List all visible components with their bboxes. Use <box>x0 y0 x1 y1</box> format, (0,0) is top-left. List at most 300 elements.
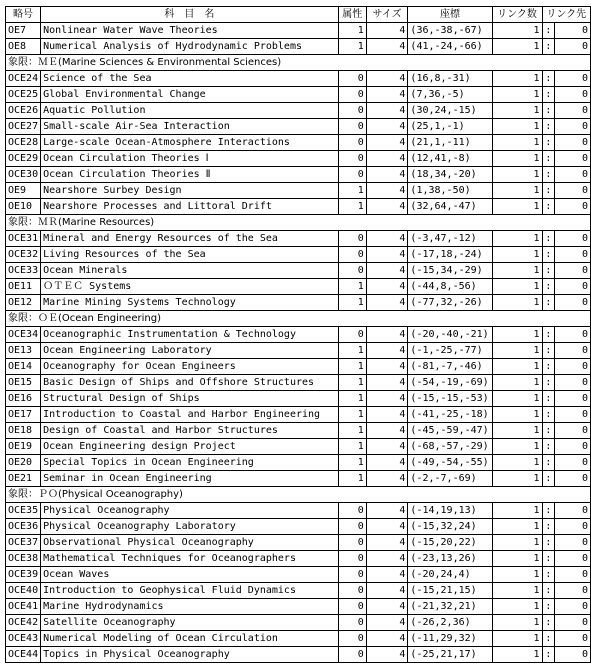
course-id-cell: OE8 <box>6 39 41 55</box>
separator-cell: : <box>542 135 555 151</box>
course-id-cell: OCE32 <box>6 247 41 263</box>
size-cell: 4 <box>366 343 408 359</box>
course-id-cell: OE12 <box>6 295 41 311</box>
course-id-cell: OCE24 <box>6 71 41 87</box>
separator-cell: : <box>542 519 555 535</box>
link-count-cell: 1 <box>492 439 542 455</box>
section-row <box>6 55 591 71</box>
coord-cell: (-15,32,24) <box>408 519 492 535</box>
course-id-cell: OCE40 <box>6 583 41 599</box>
size-cell: 4 <box>366 439 408 455</box>
table-row <box>6 615 591 631</box>
coord-cell: (-15,-15,-53) <box>408 391 492 407</box>
attr-cell: 1 <box>338 455 366 471</box>
course-name-cell: Introduction to Coastal and Harbor Engineering <box>41 407 339 423</box>
coord-cell: (-3,47,-12) <box>408 231 492 247</box>
course-id-cell: OCE33 <box>6 263 41 279</box>
link-count-cell: 1 <box>492 295 542 311</box>
table-row <box>6 599 591 615</box>
table-row <box>6 343 591 359</box>
link-dest-cell: 0 <box>555 39 591 55</box>
table-row <box>6 359 591 375</box>
size-cell: 4 <box>366 647 408 663</box>
course-name-cell: Ocean Waves <box>41 567 339 583</box>
course-name-cell: Oceanographic Instrumentation & Technology <box>41 327 339 343</box>
course-id-cell: OCE44 <box>6 647 41 663</box>
attr-cell: 1 <box>338 439 366 455</box>
link-dest-cell: 0 <box>555 391 591 407</box>
separator-cell: : <box>542 567 555 583</box>
link-dest-cell: 0 <box>555 343 591 359</box>
link-count-cell: 1 <box>492 199 542 215</box>
coord-cell: (-20,24,4) <box>408 567 492 583</box>
course-id-cell: OCE37 <box>6 535 41 551</box>
course-id-cell: OCE41 <box>6 599 41 615</box>
link-dest-cell: 0 <box>555 135 591 151</box>
link-dest-cell: 0 <box>555 263 591 279</box>
table-row <box>6 103 591 119</box>
size-cell: 4 <box>366 359 408 375</box>
attr-cell: 1 <box>338 391 366 407</box>
course-name-cell: Mathematical Techniques for Oceanographers <box>41 551 339 567</box>
course-name-cell: Physical Oceanography <box>41 503 339 519</box>
link-dest-cell: 0 <box>555 151 591 167</box>
separator-cell: : <box>542 615 555 631</box>
course-name-cell: Nearshore Processes and Littoral Drift <box>41 199 339 215</box>
link-dest-cell: 0 <box>555 327 591 343</box>
size-cell: 4 <box>366 71 408 87</box>
coord-cell: (-26,2,36) <box>408 615 492 631</box>
course-name-cell: Large-scale Ocean-Atmosphere Interactions <box>41 135 339 151</box>
link-count-cell: 1 <box>492 167 542 183</box>
course-id-cell: OCE43 <box>6 631 41 647</box>
separator-cell: : <box>542 471 555 487</box>
link-count-cell: 1 <box>492 423 542 439</box>
course-id-cell: OCE26 <box>6 103 41 119</box>
link-dest-cell: 0 <box>555 599 591 615</box>
size-cell: 4 <box>366 279 408 295</box>
coord-cell: (25,1,-1) <box>408 119 492 135</box>
link-count-cell: 1 <box>492 535 542 551</box>
size-cell: 4 <box>366 455 408 471</box>
link-count-cell: 1 <box>492 119 542 135</box>
course-id-cell: OCE42 <box>6 615 41 631</box>
course-name-cell: Ocean Circulation Theories Ⅱ <box>41 167 339 183</box>
link-count-cell: 1 <box>492 327 542 343</box>
coord-cell: (-17,18,-24) <box>408 247 492 263</box>
table-row <box>6 439 591 455</box>
separator-cell: : <box>542 231 555 247</box>
link-dest-cell: 0 <box>555 535 591 551</box>
separator-cell: : <box>542 295 555 311</box>
separator-cell: : <box>542 375 555 391</box>
attr-cell: 0 <box>338 247 366 263</box>
size-cell: 4 <box>366 167 408 183</box>
size-cell: 4 <box>366 503 408 519</box>
separator-cell: : <box>542 199 555 215</box>
course-name-cell: Ocean Circulation Theories Ⅰ <box>41 151 339 167</box>
course-name-cell: Aquatic Pollution <box>41 103 339 119</box>
coord-cell: (-68,-57,-29) <box>408 439 492 455</box>
table-row <box>6 503 591 519</box>
separator-cell: : <box>542 167 555 183</box>
link-dest-cell: 0 <box>555 295 591 311</box>
course-id-cell: OCE27 <box>6 119 41 135</box>
course-id-cell: OE19 <box>6 439 41 455</box>
link-count-cell: 1 <box>492 343 542 359</box>
attr-cell: 0 <box>338 263 366 279</box>
link-dest-cell: 0 <box>555 279 591 295</box>
attr-cell: 0 <box>338 583 366 599</box>
table-row <box>6 327 591 343</box>
course-id-cell: OCE38 <box>6 551 41 567</box>
course-name-cell: Ocean Minerals <box>41 263 339 279</box>
separator-cell: : <box>542 631 555 647</box>
attr-cell: 0 <box>338 119 366 135</box>
attr-cell: 1 <box>338 23 366 39</box>
coord-cell: (7,36,-5) <box>408 87 492 103</box>
link-dest-cell: 0 <box>555 167 591 183</box>
attr-cell: 0 <box>338 231 366 247</box>
section-row <box>6 215 591 231</box>
table-row <box>6 23 591 39</box>
separator-cell: : <box>542 39 555 55</box>
size-cell: 4 <box>366 423 408 439</box>
separator-cell: : <box>542 119 555 135</box>
course-name-cell: Physical Oceanography Laboratory <box>41 519 339 535</box>
attr-cell: 1 <box>338 199 366 215</box>
course-id-cell: OE10 <box>6 199 41 215</box>
course-name-cell: Numerical Modeling of Ocean Circulation <box>41 631 339 647</box>
size-cell: 4 <box>366 135 408 151</box>
table-row <box>6 631 591 647</box>
coord-cell: (21,1,-11) <box>408 135 492 151</box>
coord-cell: (-45,-59,-47) <box>408 423 492 439</box>
course-id-cell: OE20 <box>6 455 41 471</box>
link-count-cell: 1 <box>492 471 542 487</box>
course-id-cell: OE15 <box>6 375 41 391</box>
coord-cell: (18,34,-20) <box>408 167 492 183</box>
course-table <box>5 6 591 663</box>
link-count-cell: 1 <box>492 583 542 599</box>
header-dest: リンク先 <box>542 7 590 23</box>
separator-cell: : <box>542 599 555 615</box>
course-id-cell: OE18 <box>6 423 41 439</box>
attr-cell: 0 <box>338 535 366 551</box>
size-cell: 4 <box>366 519 408 535</box>
course-name-cell: Special Topics in Ocean Engineering <box>41 455 339 471</box>
coord-cell: (-15,34,-29) <box>408 263 492 279</box>
attr-cell: 1 <box>338 375 366 391</box>
link-dest-cell: 0 <box>555 119 591 135</box>
attr-cell: 1 <box>338 407 366 423</box>
size-cell: 4 <box>366 551 408 567</box>
attr-cell: 0 <box>338 103 366 119</box>
size-cell: 4 <box>366 23 408 39</box>
separator-cell: : <box>542 503 555 519</box>
section-label: 象限：ＭＥ(Marine Sciences & Environmental Sciences) <box>6 55 591 71</box>
course-name-cell: Basic Design of Ships and Offshore Structures <box>41 375 339 391</box>
header-size: サイズ <box>366 7 408 23</box>
size-cell: 4 <box>366 87 408 103</box>
attr-cell: 1 <box>338 183 366 199</box>
attr-cell: 1 <box>338 359 366 375</box>
table-row <box>6 295 591 311</box>
coord-cell: (-21,32,21) <box>408 599 492 615</box>
size-cell: 4 <box>366 615 408 631</box>
size-cell: 4 <box>366 327 408 343</box>
coord-cell: (-77,32,-26) <box>408 295 492 311</box>
course-name-cell: Ocean Engineering design Project <box>41 439 339 455</box>
link-dest-cell: 0 <box>555 375 591 391</box>
link-dest-cell: 0 <box>555 615 591 631</box>
link-dest-cell: 0 <box>555 71 591 87</box>
link-count-cell: 1 <box>492 71 542 87</box>
attr-cell: 0 <box>338 71 366 87</box>
course-id-cell: OE13 <box>6 343 41 359</box>
course-name-cell: Nearshore Surbey Design <box>41 183 339 199</box>
link-dest-cell: 0 <box>555 407 591 423</box>
course-name-cell: Observational Physical Oceanography <box>41 535 339 551</box>
link-dest-cell: 0 <box>555 439 591 455</box>
link-dest-cell: 0 <box>555 359 591 375</box>
course-id-cell: OE11 <box>6 279 41 295</box>
coord-cell: (-81,-7,-46) <box>408 359 492 375</box>
attr-cell: 0 <box>338 87 366 103</box>
link-count-cell: 1 <box>492 359 542 375</box>
course-name-cell: Global Environmental Change <box>41 87 339 103</box>
attr-cell: 0 <box>338 135 366 151</box>
coord-cell: (-25,21,17) <box>408 647 492 663</box>
coord-cell: (12,41,-8) <box>408 151 492 167</box>
attr-cell: 0 <box>338 167 366 183</box>
coord-cell: (-54,-19,-69) <box>408 375 492 391</box>
course-id-cell: OE21 <box>6 471 41 487</box>
coord-cell: (-1,-25,-77) <box>408 343 492 359</box>
course-id-cell: OCE34 <box>6 327 41 343</box>
coord-cell: (-11,29,32) <box>408 631 492 647</box>
link-count-cell: 1 <box>492 567 542 583</box>
course-id-cell: OE16 <box>6 391 41 407</box>
coord-cell: (41,-24,-66) <box>408 39 492 55</box>
size-cell: 4 <box>366 407 408 423</box>
link-dest-cell: 0 <box>555 551 591 567</box>
course-name-cell: Structural Design of Ships <box>41 391 339 407</box>
separator-cell: : <box>542 535 555 551</box>
table-row <box>6 375 591 391</box>
link-count-cell: 1 <box>492 615 542 631</box>
size-cell: 4 <box>366 119 408 135</box>
link-dest-cell: 0 <box>555 199 591 215</box>
table-row <box>6 535 591 551</box>
table-row <box>6 471 591 487</box>
size-cell: 4 <box>366 583 408 599</box>
size-cell: 4 <box>366 263 408 279</box>
table-row <box>6 279 591 295</box>
coord-cell: (32,64,-47) <box>408 199 492 215</box>
header-coord: 座標 <box>408 7 492 23</box>
course-name-cell: ＯＴＥＣ Systems <box>41 279 339 295</box>
table-row <box>6 407 591 423</box>
link-count-cell: 1 <box>492 231 542 247</box>
coord-cell: (-49,-54,-55) <box>408 455 492 471</box>
table-row <box>6 39 591 55</box>
course-name-cell: Nonlinear Water Wave Theories <box>41 23 339 39</box>
course-name-cell: Living Resources of the Sea <box>41 247 339 263</box>
separator-cell: : <box>542 263 555 279</box>
table-row <box>6 135 591 151</box>
link-count-cell: 1 <box>492 183 542 199</box>
link-count-cell: 1 <box>492 247 542 263</box>
course-id-cell: OCE36 <box>6 519 41 535</box>
separator-cell: : <box>542 439 555 455</box>
attr-cell: 0 <box>338 599 366 615</box>
coord-cell: (-15,20,22) <box>408 535 492 551</box>
course-name-cell: Numerical Analysis of Hydrodynamic Problems <box>41 39 339 55</box>
link-count-cell: 1 <box>492 647 542 663</box>
header-links: リンク数 <box>492 7 542 23</box>
link-count-cell: 1 <box>492 519 542 535</box>
link-count-cell: 1 <box>492 87 542 103</box>
attr-cell: 0 <box>338 631 366 647</box>
separator-cell: : <box>542 23 555 39</box>
table-row <box>6 583 591 599</box>
table-row <box>6 119 591 135</box>
coord-cell: (30,24,-15) <box>408 103 492 119</box>
link-count-cell: 1 <box>492 599 542 615</box>
separator-cell: : <box>542 407 555 423</box>
link-dest-cell: 0 <box>555 103 591 119</box>
table-row <box>6 647 591 663</box>
table-row <box>6 519 591 535</box>
link-count-cell: 1 <box>492 279 542 295</box>
attr-cell: 1 <box>338 279 366 295</box>
table-row <box>6 87 591 103</box>
size-cell: 4 <box>366 391 408 407</box>
coord-cell: (16,8,-31) <box>408 71 492 87</box>
size-cell: 4 <box>366 199 408 215</box>
coord-cell: (-2,-7,-69) <box>408 471 492 487</box>
attr-cell: 0 <box>338 551 366 567</box>
link-dest-cell: 0 <box>555 647 591 663</box>
link-count-cell: 1 <box>492 39 542 55</box>
table-row <box>6 247 591 263</box>
coord-cell: (-20,-40,-21) <box>408 327 492 343</box>
course-id-cell: OCE29 <box>6 151 41 167</box>
course-id-cell: OCE31 <box>6 231 41 247</box>
table-row <box>6 167 591 183</box>
separator-cell: : <box>542 103 555 119</box>
link-count-cell: 1 <box>492 551 542 567</box>
separator-cell: : <box>542 279 555 295</box>
link-count-cell: 1 <box>492 631 542 647</box>
link-dest-cell: 0 <box>555 23 591 39</box>
separator-cell: : <box>542 183 555 199</box>
header-id: 略号 <box>6 7 41 23</box>
course-id-cell: OE14 <box>6 359 41 375</box>
header-name: 科 目 名 <box>41 7 339 23</box>
separator-cell: : <box>542 151 555 167</box>
link-count-cell: 1 <box>492 23 542 39</box>
coord-cell: (-23,13,26) <box>408 551 492 567</box>
section-row <box>6 311 591 327</box>
link-count-cell: 1 <box>492 407 542 423</box>
link-dest-cell: 0 <box>555 471 591 487</box>
link-dest-cell: 0 <box>555 423 591 439</box>
attr-cell: 0 <box>338 647 366 663</box>
table-row <box>6 567 591 583</box>
attr-cell: 0 <box>338 567 366 583</box>
coord-cell: (-15,21,15) <box>408 583 492 599</box>
link-count-cell: 1 <box>492 151 542 167</box>
course-name-cell: Marine Mining Systems Technology <box>41 295 339 311</box>
course-name-cell: Satellite Oceanography <box>41 615 339 631</box>
table-row <box>6 231 591 247</box>
coord-cell: (36,-38,-67) <box>408 23 492 39</box>
coord-cell: (-44,8,-56) <box>408 279 492 295</box>
separator-cell: : <box>542 391 555 407</box>
course-id-cell: OE7 <box>6 23 41 39</box>
link-count-cell: 1 <box>492 103 542 119</box>
link-dest-cell: 0 <box>555 567 591 583</box>
attr-cell: 0 <box>338 519 366 535</box>
attr-cell: 1 <box>338 343 366 359</box>
course-name-cell: Design of Coastal and Harbor Structures <box>41 423 339 439</box>
link-count-cell: 1 <box>492 455 542 471</box>
section-label: 象限：ＭＲ(Marine Resources) <box>6 215 591 231</box>
link-dest-cell: 0 <box>555 247 591 263</box>
link-dest-cell: 0 <box>555 583 591 599</box>
attr-cell: 1 <box>338 423 366 439</box>
course-name-cell: Topics in Physical Oceanography <box>41 647 339 663</box>
course-id-cell: OCE25 <box>6 87 41 103</box>
link-count-cell: 1 <box>492 503 542 519</box>
link-dest-cell: 0 <box>555 519 591 535</box>
size-cell: 4 <box>366 631 408 647</box>
size-cell: 4 <box>366 103 408 119</box>
separator-cell: : <box>542 583 555 599</box>
course-name-cell: Introduction to Geophysical Fluid Dynamics <box>41 583 339 599</box>
separator-cell: : <box>542 455 555 471</box>
attr-cell: 0 <box>338 151 366 167</box>
size-cell: 4 <box>366 231 408 247</box>
course-id-cell: OCE30 <box>6 167 41 183</box>
table-row <box>6 199 591 215</box>
separator-cell: : <box>542 87 555 103</box>
header-attr: 属性 <box>338 7 366 23</box>
size-cell: 4 <box>366 567 408 583</box>
link-count-cell: 1 <box>492 135 542 151</box>
course-name-cell: Small-scale Air-Sea Interaction <box>41 119 339 135</box>
separator-cell: : <box>542 359 555 375</box>
course-id-cell: OCE35 <box>6 503 41 519</box>
header-row <box>6 7 591 23</box>
size-cell: 4 <box>366 151 408 167</box>
coord-cell: (-14,19,13) <box>408 503 492 519</box>
link-dest-cell: 0 <box>555 87 591 103</box>
table-row <box>6 71 591 87</box>
link-dest-cell: 0 <box>555 503 591 519</box>
table-row <box>6 423 591 439</box>
size-cell: 4 <box>366 599 408 615</box>
coord-cell: (1,38,-50) <box>408 183 492 199</box>
size-cell: 4 <box>366 375 408 391</box>
course-id-cell: OE17 <box>6 407 41 423</box>
separator-cell: : <box>542 647 555 663</box>
table-row <box>6 391 591 407</box>
course-name-cell: Mineral and Energy Resources of the Sea <box>41 231 339 247</box>
table-row <box>6 551 591 567</box>
